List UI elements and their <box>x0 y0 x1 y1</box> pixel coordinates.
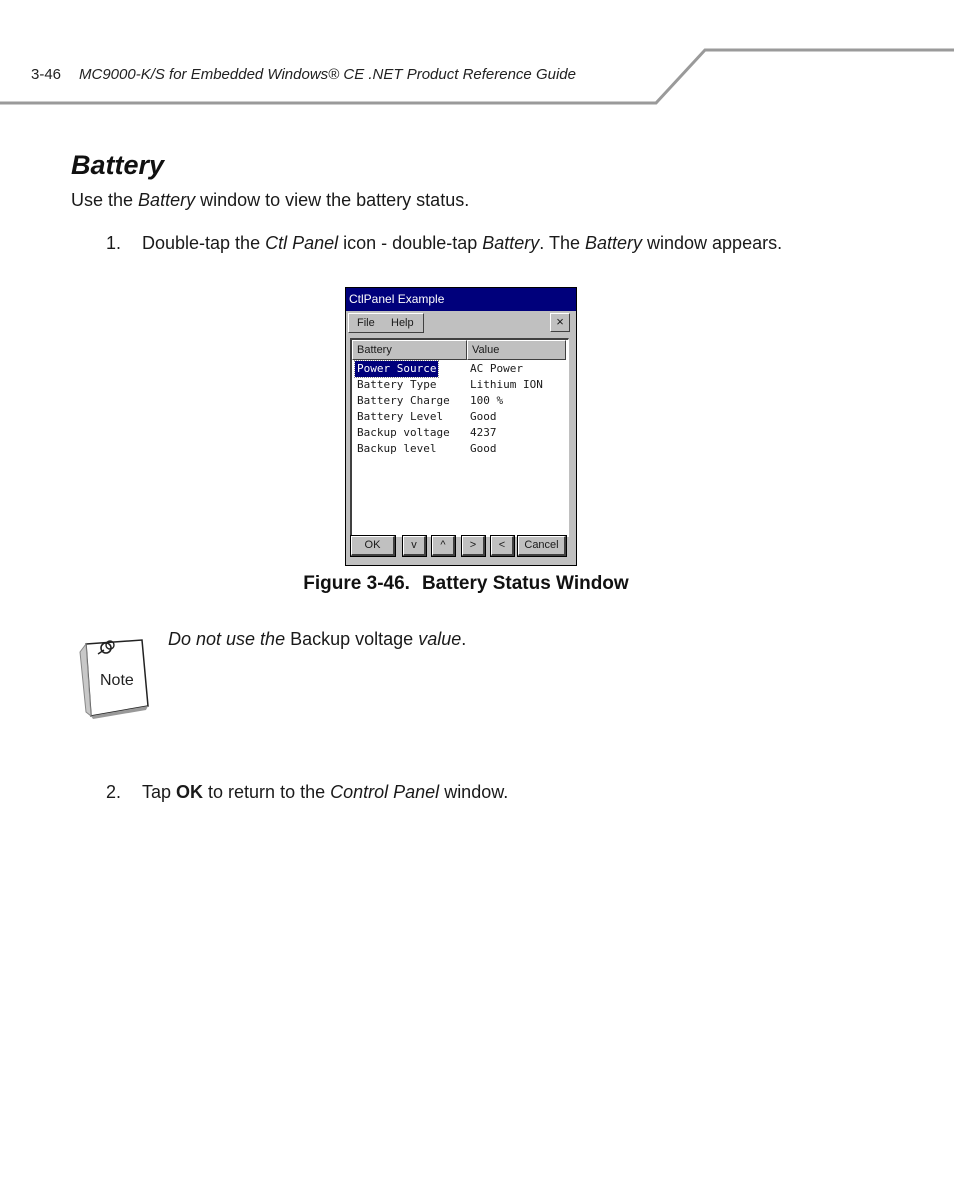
step-2-number: 2. <box>106 782 122 802</box>
step-1-number: 1. <box>106 233 122 253</box>
row-name: Backup level <box>357 442 437 455</box>
scroll-right-button[interactable]: > <box>462 536 485 556</box>
list-item[interactable] <box>352 377 567 393</box>
step-1-em-battery-2: Battery <box>584 233 642 253</box>
step-1 <box>106 233 782 254</box>
close-icon[interactable]: × <box>550 313 570 332</box>
step-2-em-control-panel: Control Panel <box>330 782 440 802</box>
note-em-2: value <box>418 629 462 649</box>
list-item[interactable] <box>352 425 567 441</box>
step-1-text-2: icon - double-tap <box>338 233 483 253</box>
ok-button[interactable]: OK <box>351 536 395 556</box>
note-icon <box>76 636 152 720</box>
page-number: 3-46 <box>31 66 62 83</box>
row-value: 100 % <box>470 394 504 407</box>
figure-number: Figure 3-46. <box>303 573 410 594</box>
row-value: Good <box>470 410 497 423</box>
step-1-text-4: window appears. <box>642 233 783 253</box>
step-2-text-2: to return to the <box>203 782 331 802</box>
list-item[interactable] <box>352 393 567 409</box>
menu-bar <box>348 313 424 333</box>
step-1-text: Double-tap the <box>142 233 266 253</box>
intro-paragraph <box>71 190 469 211</box>
scroll-left-button[interactable]: < <box>491 536 514 556</box>
figure-title: Battery Status Window <box>421 573 629 594</box>
header-rule <box>0 0 954 110</box>
scroll-up-button[interactable]: ^ <box>432 536 455 556</box>
row-name: Battery Level <box>357 410 444 423</box>
scroll-down-button[interactable]: v <box>403 536 426 556</box>
intro-text-end: window to view the battery status. <box>195 190 470 210</box>
step-2 <box>106 782 508 803</box>
step-1-em-ctlpanel: Ctl Panel <box>265 233 339 253</box>
column-header-battery[interactable]: Battery <box>352 340 467 360</box>
step-1-em-battery: Battery <box>482 233 540 253</box>
step-2-text-3: window. <box>439 782 509 802</box>
section-title: Battery <box>71 150 165 180</box>
row-name: Battery Type <box>357 378 437 391</box>
figure-caption <box>0 573 920 595</box>
list-item[interactable] <box>352 361 567 377</box>
row-name: Battery Charge <box>357 394 450 407</box>
menu-file[interactable]: File <box>357 317 375 329</box>
row-value: AC Power <box>470 362 523 375</box>
step-2-strong-ok: OK <box>176 782 204 802</box>
note-em-1: Do not use the <box>168 629 286 649</box>
row-value: 4237 <box>470 426 497 439</box>
menu-help[interactable]: Help <box>391 317 414 329</box>
list-item[interactable] <box>352 409 567 425</box>
button-bar <box>346 536 576 565</box>
window-title-bar: CtlPanel Example <box>346 288 576 311</box>
note-text <box>168 629 466 650</box>
cancel-button[interactable]: Cancel <box>518 536 566 556</box>
list-item[interactable] <box>352 441 567 457</box>
doc-title: MC9000-K/S for Embedded Windows® CE .NET Product Reference Guide <box>79 66 576 83</box>
note-text-1: Backup voltage <box>285 629 419 649</box>
row-name: Backup voltage <box>357 426 450 439</box>
intro-text: Use the <box>71 190 139 210</box>
row-name: Power Source <box>357 362 437 375</box>
intro-emphasis: Battery <box>138 190 196 210</box>
note-text-2: . <box>461 629 467 649</box>
step-2-text: Tap <box>142 782 177 802</box>
battery-list-view <box>350 338 569 537</box>
row-value: Good <box>470 442 497 455</box>
row-value: Lithium ION <box>470 378 543 391</box>
column-header-value[interactable]: Value <box>467 340 566 360</box>
battery-window-screenshot <box>345 287 577 566</box>
step-1-text-3: . The <box>539 233 585 253</box>
note-icon-label: Note <box>100 672 134 689</box>
